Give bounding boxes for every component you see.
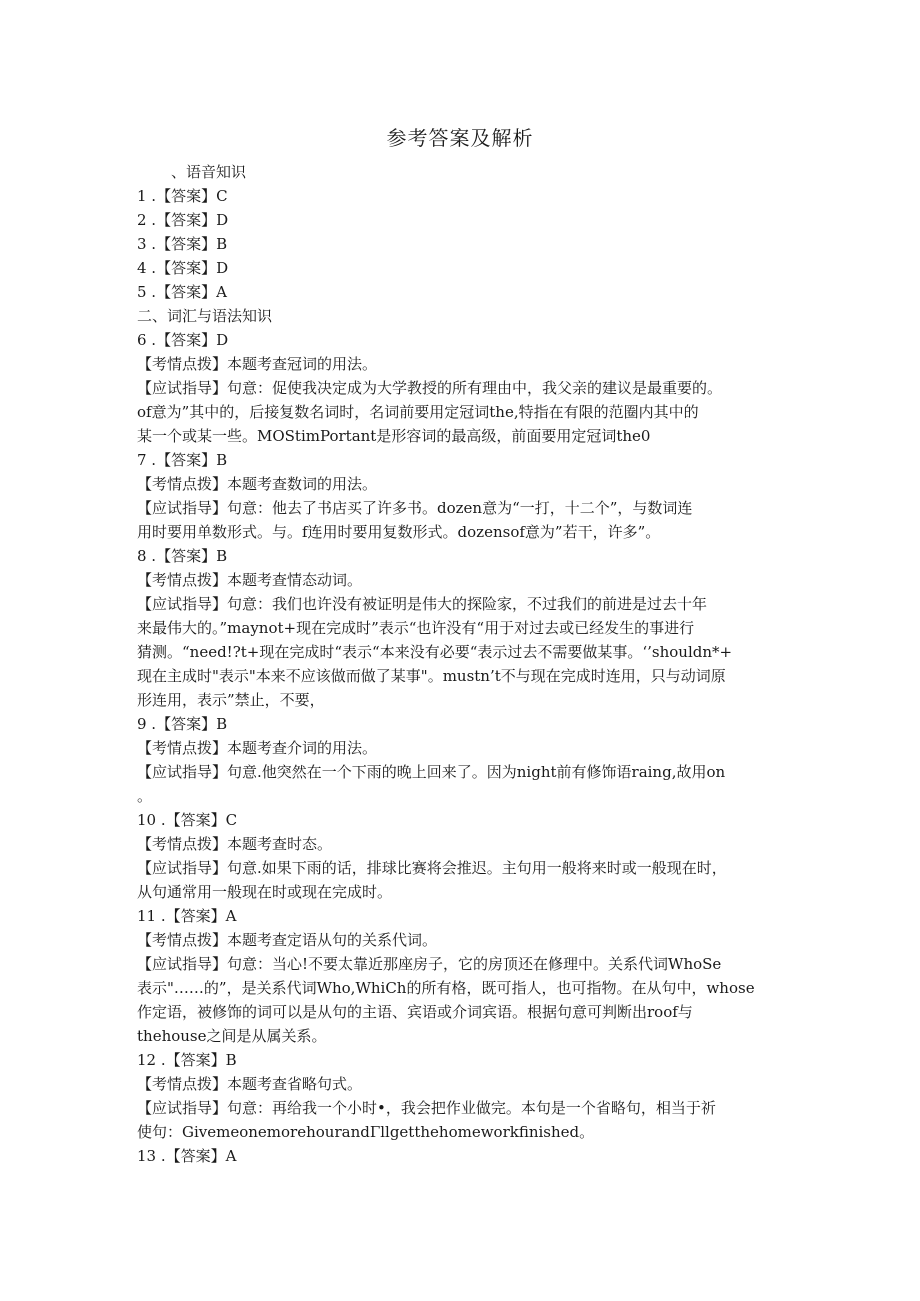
- guidance-12-line-2: 使句：GivemeonemorehourandΓllgetthehomeworkfinished。: [137, 1123, 595, 1141]
- document-body: [137, 160, 797, 1168]
- guidance-8-line-5: 形连用，表示”禁止，不要，: [137, 691, 325, 709]
- answer-line-3: 3 .【答案】B: [137, 235, 228, 253]
- guidance-8-line-1: 【应试指导】句意：我们也许没有被证明是伟大的探险家，不过我们的前进是过去十年: [137, 595, 708, 613]
- guidance-12-line-1: 【应试指导】句意：再给我一个小时•，我会把作业做完。本句是一个省略句，相当于祈: [137, 1099, 716, 1117]
- answer-line-1: 1 .【答案】C: [137, 187, 228, 205]
- answer-line-5: 5 .【答案】A: [137, 283, 227, 301]
- guidance-8-line-2: 来最伟大的。”maynot+现在完成时”表示“也许没有“用于对过去或已经发生的事进行: [137, 619, 695, 637]
- guidance-10-line-1: 【应试指导】句意.如果下雨的话，排球比赛将会推迟。主句用一般将来时或一般现在时，: [137, 859, 727, 877]
- section-heading-vocabulary-grammar: 二、词汇与语法知识: [137, 307, 273, 325]
- exam-point-10: 【考情点拨】本题考查时态。: [137, 835, 333, 853]
- exam-point-11: 【考情点拨】本题考查定语从句的关系代词。: [137, 931, 438, 949]
- guidance-7-line-1: 【应试指导】句意：他去了书店买了许多书。dozen意为“一打，十二个”，与数词连: [137, 499, 693, 517]
- answer-line-6: 6 .【答案】D: [137, 331, 229, 349]
- guidance-11-line-2: 表示"……的”，是关系代词Who,WhiCh的所有格，既可指人，也可指物。在从句中，whose: [137, 979, 755, 997]
- exam-point-12: 【考情点拨】本题考查省略句式。: [137, 1075, 363, 1093]
- answer-line-8: 8 .【答案】B: [137, 547, 228, 565]
- guidance-11-line-4: thehouse之间是从属关系。: [137, 1027, 327, 1045]
- guidance-11-line-1: 【应试指导】句意：当心!不要太靠近那座房子，它的房顶还在修理中。关系代词WhoSe: [137, 955, 722, 973]
- exam-point-8: 【考情点拨】本题考查情态动词。: [137, 571, 363, 589]
- answer-line-12: 12 .【答案】B: [137, 1051, 237, 1069]
- guidance-7-line-2: 用时要用单数形式。与。f连用时要用复数形式。dozensof意为”若干，许多”。: [137, 523, 661, 541]
- guidance-6-line-3: 某一个或某一些。MOStimPortant是形容词的最高级，前面要用定冠词the0: [137, 427, 651, 445]
- answer-line-7: 7 .【答案】B: [137, 451, 228, 469]
- exam-point-7: 【考情点拨】本题考查数词的用法。: [137, 475, 378, 493]
- answer-line-9: 9 .【答案】B: [137, 715, 228, 733]
- section-heading-phonetics: 、语音知识: [171, 163, 247, 181]
- answer-line-4: 4 .【答案】D: [137, 259, 229, 277]
- answer-line-11: 11 .【答案】A: [137, 907, 237, 925]
- guidance-6-line-1: 【应试指导】句意：促使我决定成为大学教授的所有理由中，我父亲的建议是最重要的。: [137, 379, 723, 397]
- guidance-8-line-4: 现在主成时"表示"本来不应该做而做了某事"。mustn’t不与现在完成时连用，只与动词原: [137, 667, 726, 685]
- answer-line-2: 2 .【答案】D: [137, 211, 229, 229]
- exam-point-6: 【考情点拨】本题考查冠词的用法。: [137, 355, 378, 373]
- guidance-6-line-2: of意为”其中的，后接复数名词时，名词前要用定冠词the,特指在有限的范圈内其中的: [137, 403, 699, 421]
- answer-line-13: 13 .【答案】A: [137, 1147, 237, 1165]
- guidance-9-line-2: 。: [137, 787, 153, 805]
- guidance-10-line-2: 从句通常用一般现在时或现在完成时。: [137, 883, 393, 901]
- answer-line-10: 10 .【答案】C: [137, 811, 238, 829]
- exam-point-9: 【考情点拨】本题考查介词的用法。: [137, 739, 378, 757]
- guidance-8-line-3: 猜测。“need!?t+现在完成时“表示“本来没有必要“表示过去不需要做某事。‘’shouldn*+: [137, 643, 733, 661]
- guidance-9-line-1: 【应试指导】句意.他突然在一个下雨的晚上回来了。因为night前有修饰语raing,故用on: [137, 763, 726, 781]
- guidance-11-line-3: 作定语，被修饰的词可以是从句的主语、宾语或介词宾语。根据句意可判断出roof与: [137, 1003, 693, 1021]
- page-title: 参考答案及解析: [386, 126, 534, 150]
